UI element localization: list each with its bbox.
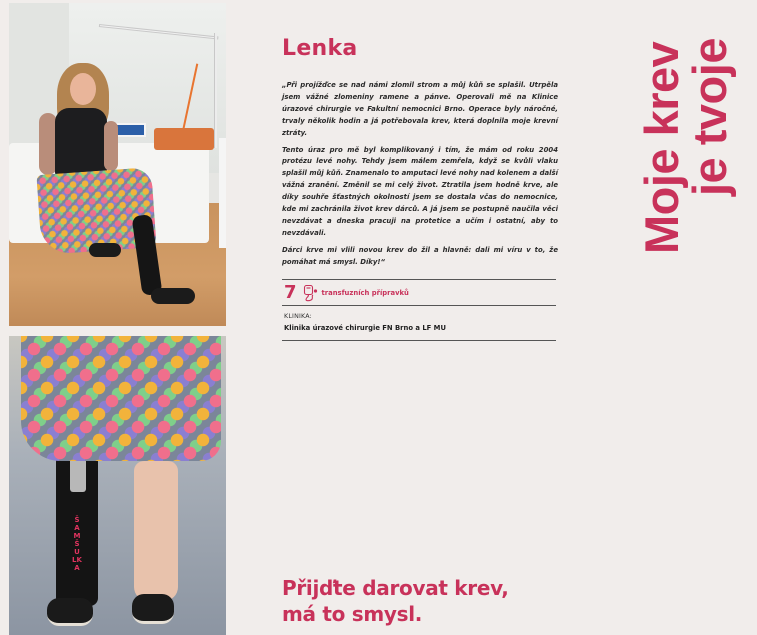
transfusion-count: 7 (284, 282, 297, 303)
photo-blue-box (114, 123, 146, 137)
photo-skirt (21, 336, 221, 461)
photo-headboard (154, 128, 214, 150)
clinic-name: Klinika úrazové chirurgie FN Brno a LF MU (284, 324, 446, 332)
person-name: Lenka (282, 36, 358, 61)
photo-torso (55, 108, 107, 178)
story-paragraph: Tento úraz pro mě byl komplikovaný i tím, že mám od roku 2004 protézu levé nohy. Tehdy jsem málem zemřela, když se kvůli vlaku splašil můj kůň. Znamenalo to amputaci levé nohy nad kolenem a další vážná zranění. Změnil se mi celý život. Ztratila jsem hodně krve, ale díky souhře šťastných okolností jsem se dostala včas do nemocnice, kde mi zachránila život krev dárců. A já jsem se postupně naučila věci nevzdávat a dneska pracuji na protetice a učím i ostatní, aby to nevzdávali. (282, 145, 558, 237)
story-paragraph: Dárci krve mi vlili novou krev do žil a hlavně: dali mi víru v to, že pomáhat má smysl. Díky!“ (282, 245, 558, 266)
cta-line-1: Přijďte darovat krev, (282, 576, 509, 600)
transfusion-stat (284, 282, 409, 304)
photo-hospital-bed (9, 3, 226, 326)
photo-cabinet (219, 138, 226, 248)
divider (282, 279, 556, 280)
photo-lift-pole (214, 33, 217, 148)
divider (282, 340, 556, 341)
prosthesis-text: ŠAMŠULKA (72, 516, 82, 572)
cta-line-2: má to smysl. (282, 602, 423, 626)
photo-prosthesis-closeup (9, 336, 226, 635)
clinic-label: KLINIKA: (284, 313, 312, 320)
slogan-line-1: Moje krev (635, 41, 688, 254)
photo-face (70, 73, 96, 105)
photo-shoe (89, 243, 121, 257)
slogan-line-2: je tvoje (683, 38, 736, 196)
story-paragraph: „Při projížďce se nad námi zlomil strom a můj kůň se splašil. Utrpěla jsem vážné zlomeniny ramene a pánve. Operovali mě na Klinice úrazové chirurgie ve Fakultní nemocnici Brno. Operace byly náročné, trvaly několik hodin a já potřebovala krev, která doplnila moje krevní ztráty. (282, 81, 558, 137)
divider (282, 305, 556, 306)
vertical-slogan (635, 38, 738, 255)
story-text (282, 80, 558, 274)
blood-bag-icon (303, 284, 319, 302)
transfusion-label: transfuzních přípravků (321, 289, 409, 297)
photo-shoe (132, 594, 174, 624)
photo-leg (134, 461, 178, 601)
photo-shoe (47, 598, 93, 626)
photo-shoe (151, 288, 195, 304)
photo-arm-right (104, 121, 118, 171)
call-to-action (282, 575, 509, 627)
